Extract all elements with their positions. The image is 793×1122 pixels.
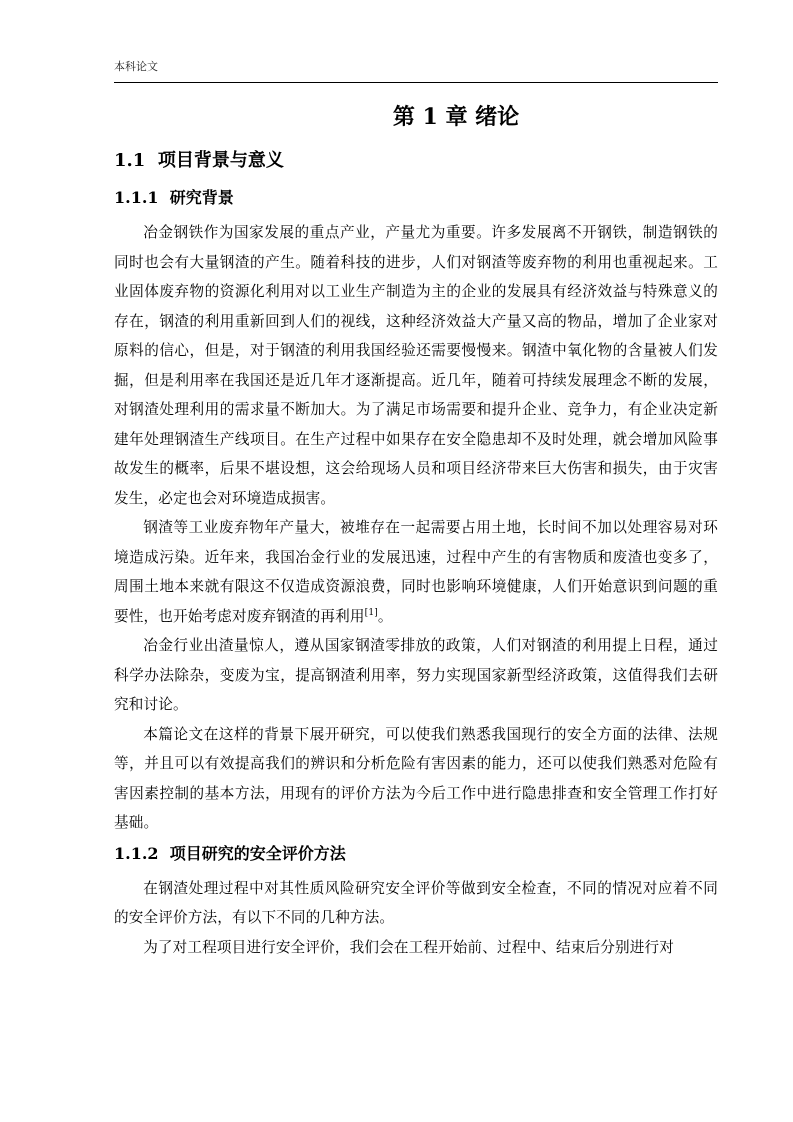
paragraph-text: 钢渣等工业废弃物年产量大，被堆存在一起需要占用土地，长时间不加以处理容易对环境造成污染。近年来，我国冶金行业的发展迅速，过程中产生的有害物质和废渣也变多了，周围土地本来就有限这不仅造成资源浪费，同时也影响环境健康，人们开始意识到问题的重要性，也开始考虑对废弃钢渣的再利用 [114,519,718,625]
subsection-heading-2 [114,840,718,868]
paragraph [114,513,718,631]
subsection-title: 研究背景 [169,188,234,207]
subsection-heading-1 [114,184,718,212]
paragraph: 为了对工程项目进行安全评价，我们会在工程开始前、过程中、结束后分别进行对 [143,938,674,956]
running-header: 本科论文 [114,60,158,73]
chapter-title: 第 1 章 绪论 [392,104,520,130]
subsection-number: 1.1.1 [114,188,159,207]
subsection-title: 项目研究的安全评价方法 [169,843,346,863]
citation-ref[interactable]: [1] [364,607,378,618]
subsection-number: 1.1.2 [114,843,159,863]
header-rule [114,82,718,83]
section-heading [114,146,718,176]
section-number: 1.1 [114,150,146,171]
paragraph: 本篇论文在这样的背景下展开研究，可以使我们熟悉我国现行的安全方面的法律、法规等，并且可以有效提高我们的辨识和分析危险有害因素的能力，还可以使我们熟悉对危险有害因素控制的基本方法，用现有的评价方法为今后工作中进行隐患排查和安全管理工作打好基础。 [114,725,718,831]
paragraph: 在钢渣处理过程中对其性质风险研究安全评价等做到安全检查，不同的情况对应着不同的安全评价方法，有以下不同的几种方法。 [114,879,718,926]
paragraph: 冶金行业出渣量惊人，遵从国家钢渣零排放的政策，人们对钢渣的利用提上日程，通过科学办法除杂，变废为宝，提高钢渣利用率，努力实现国家新型经济政策，这值得我们去研究和讨论。 [114,637,718,713]
paragraph: 冶金钢铁作为国家发展的重点产业，产量尤为重要。许多发展离不开钢铁，制造钢铁的同时也会有大量钢渣的产生。随着科技的进步，人们对钢渣等废弃物的利用也重视起来。工业固体废弃物的资源化利用对以工业生产制造为主的企业的发展具有经济效益与特殊意义的存在，钢渣的利用重新回到人们的视线，这种经济效益大产量又高的物品，增加了企业家对原料的信心，但是，对于钢渣的利用我国经验还需要慢慢来。钢渣中氧化物的含量被人们发掘，但是利用率在我国还是近几年才逐渐提高。近几年，随着可持续发展理念不断的发展，对钢渣处理利用的需求量不断加大。为了满足市场需要和提升企业、竞争力，有企业决定新建年处理钢渣生产线项目。在生产过程中如果存在安全隐患却不及时处理，就会增加风险事故发生的概率，后果不堪设想，这会给现场人员和项目经济带来巨大伤害和损失，由于灾害发生，必定也会对环境造成损害。 [114,224,718,507]
page-content [114,100,718,962]
section-title: 项目背景与意义 [157,150,284,171]
paragraph-tail: 。 [377,607,393,625]
